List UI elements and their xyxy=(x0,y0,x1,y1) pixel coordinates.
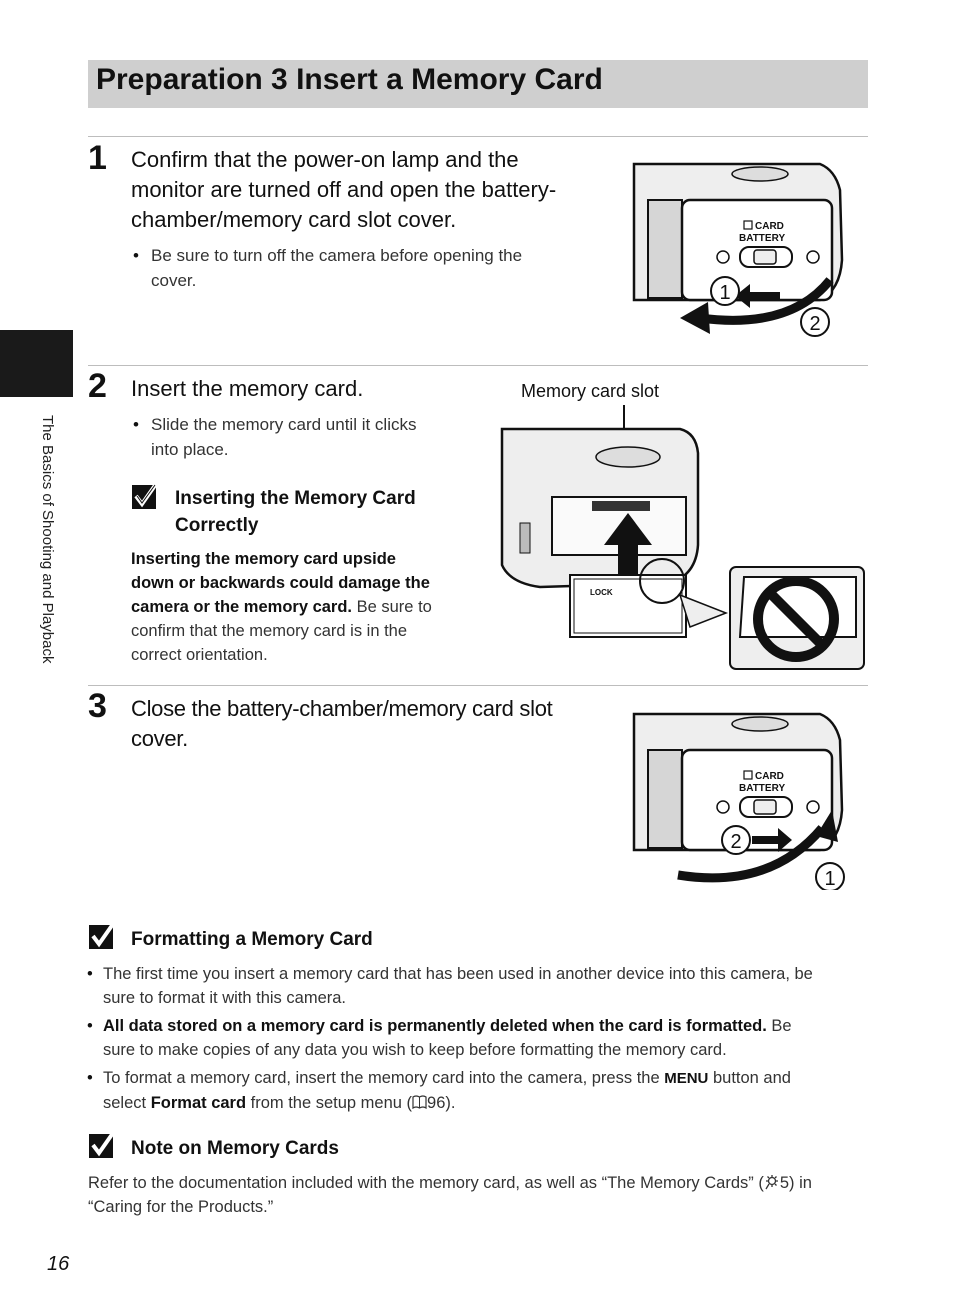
note-text: Be sure to xyxy=(352,598,432,616)
check-mark-icon xyxy=(88,1131,116,1161)
list-item-bold: Format card xyxy=(150,1094,247,1112)
callout-number: 2 xyxy=(809,313,821,335)
step-title xyxy=(131,694,601,754)
battery-label: BATTERY xyxy=(739,233,786,244)
list-item-text: button and xyxy=(708,1069,791,1087)
bullet-line: Be sure to turn off the camera before opening the xyxy=(151,246,523,265)
lock-label: LOCK xyxy=(590,588,613,597)
list-item: • All data stored on a memory card is permanently deleted when the card is formatted. Be sure to make copies of any data you wish to keep before formatting the memory card. xyxy=(103,1014,868,1062)
bullet-line: into place. xyxy=(151,440,229,459)
side-tab xyxy=(0,330,73,397)
step-number: 1 xyxy=(88,139,107,177)
step-bullet: • Be sure to turn off the camera before opening the cover. xyxy=(151,243,591,293)
divider xyxy=(88,685,868,686)
list-item-bold: All data stored on a memory card is permanently deleted when the card is formatted. xyxy=(103,1017,767,1035)
note-bold-line: camera or the memory card. xyxy=(131,598,353,616)
step-bullet: • Slide the memory card until it clicks into place. xyxy=(151,412,481,462)
note-heading-line: Inserting the Memory Card xyxy=(175,488,416,509)
list-item: • To format a memory card, insert the memory card into the camera, press the MENU button and select Format card from the setup menu ( 96). xyxy=(87,1069,791,1112)
list-item-text: select xyxy=(103,1094,151,1112)
list-item-line: sure to make copies of any data you wish to keep before formatting the memory card. xyxy=(103,1041,727,1059)
page-number: 16 xyxy=(47,1253,70,1275)
bullet-line: Slide the memory card until it clicks xyxy=(151,415,417,434)
step-title-line: Close the battery-chamber/memory card slot xyxy=(131,696,553,721)
memory-note-heading: Note on Memory Cards xyxy=(131,1138,339,1159)
note-text-line: “Caring for the Products.” xyxy=(88,1198,274,1216)
divider xyxy=(88,365,868,366)
callout-number: 1 xyxy=(824,868,836,890)
side-tab-label: The Basics of Shooting and Playback xyxy=(39,415,56,664)
check-mark-icon xyxy=(88,922,116,952)
list-item-line: sure to format it with this camera. xyxy=(103,989,346,1007)
list-item-text: To format a memory card, insert the memory card into the camera, press the xyxy=(103,1069,665,1087)
check-mark-icon xyxy=(131,482,159,512)
step-title xyxy=(131,145,611,235)
note-heading-line: Correctly xyxy=(175,515,259,536)
book-reference-icon xyxy=(412,1095,427,1109)
note-text: Refer to the documentation included with the memory card, as well as “The Memory Cards” ( xyxy=(88,1174,764,1192)
note-bold-line: down or backwards could damage the xyxy=(131,574,430,592)
card-label: CARD xyxy=(755,221,784,232)
note-body xyxy=(131,547,491,667)
page-reference: 5 xyxy=(779,1174,790,1192)
insert-card-illustration xyxy=(500,405,868,673)
divider xyxy=(88,136,868,137)
card-label: CARD xyxy=(755,771,784,782)
list-item: • The first time you insert a memory card that has been used in another device into this camera, be sure to format it with this camera. xyxy=(103,962,868,1010)
battery-label: BATTERY xyxy=(739,783,786,794)
note-heading xyxy=(175,485,475,539)
list-item-text: Be xyxy=(766,1017,792,1035)
note-bold-line: Inserting the memory card upside xyxy=(131,550,396,568)
bullet-line: cover. xyxy=(151,271,197,290)
memory-note-body xyxy=(88,1171,868,1219)
list-item-text: from the setup menu ( xyxy=(246,1094,413,1112)
close-cover-illustration xyxy=(630,710,852,890)
step-title-line: Confirm that the power-on lamp and the xyxy=(131,147,519,172)
step-title-line: monitor are turned off and open the battery- xyxy=(131,177,557,202)
step-number: 2 xyxy=(88,367,107,405)
curved-arrow-icon xyxy=(680,302,710,334)
figure-caption: Memory card slot xyxy=(521,381,660,401)
list-item-line: The first time you insert a memory card that has been used in another device into this camera, be xyxy=(103,965,813,983)
callout-number: 2 xyxy=(730,831,742,853)
note-text-line: confirm that the memory card is in the xyxy=(131,622,408,640)
step-number: 3 xyxy=(88,687,107,725)
step-title-line: chamber/memory card slot cover. xyxy=(131,207,457,232)
menu-button-label: MENU xyxy=(664,1070,709,1087)
page-reference: 96 xyxy=(427,1094,446,1112)
step-title-line: cover. xyxy=(131,726,188,751)
open-cover-illustration xyxy=(630,160,852,340)
callout-number: 1 xyxy=(719,282,731,304)
page-title: Preparation 3 Insert a Memory Card xyxy=(96,63,603,96)
reference-mark-icon xyxy=(764,1174,780,1190)
note-text-line: correct orientation. xyxy=(131,646,268,664)
note-text: ) in xyxy=(789,1174,812,1192)
formatting-note-heading: Formatting a Memory Card xyxy=(131,929,373,950)
step-title: Insert the memory card. xyxy=(131,376,364,401)
list-item-text: ). xyxy=(445,1094,456,1112)
